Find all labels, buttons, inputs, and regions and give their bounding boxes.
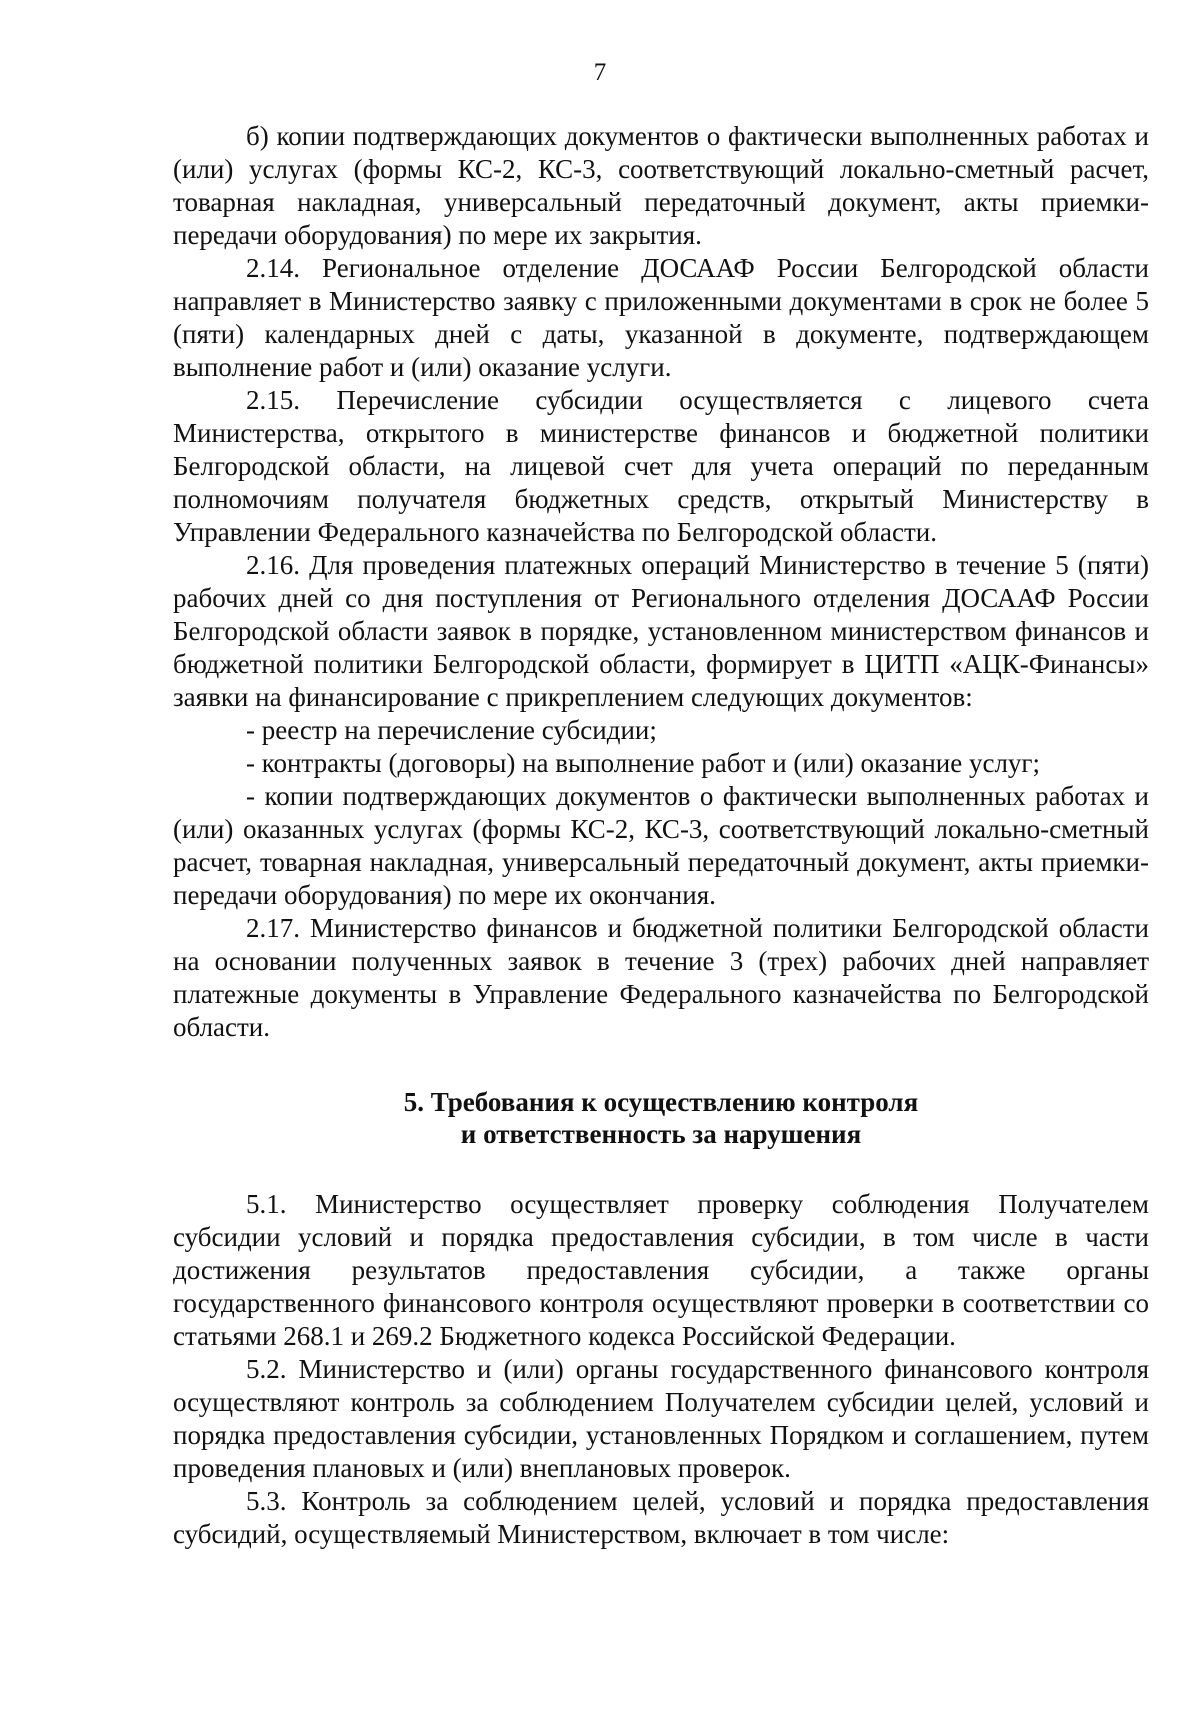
section-heading-line-2: и ответственность за нарушения — [460, 1119, 862, 1149]
paragraph-b-copies: б) копии подтверждающих документов о фактически выполненных работах и (или) услугах (формы КС-2, КС-3, соответствующий локально-сметный расчет, товарная накладная, универсальный передаточный документ, акты приемки-передачи оборудования) по мере их закрытия. — [173, 121, 1149, 250]
paragraph-5-1: 5.1. Министерство осуществляет проверку соблюдения Получателем субсидии условий и порядка предоставления субсидии, в том числе в части достижения результатов предоставления субсидии, а также органы государственного финансового контроля осуществляют проверки в соответствии со статьями 268.1 и 269.2 Бюджетного кодекса Российской Федерации. — [173, 1189, 1149, 1351]
document-body — [173, 120, 1149, 1551]
list-item-registry: - реестр на перечисление субсидии; — [246, 715, 657, 745]
paragraph-5-3: 5.3. Контроль за соблюдением целей, условий и порядка предоставления субсидий, осуществляемый Министерством, включает в том числе: — [173, 1486, 1149, 1549]
heading-spacer — [173, 1150, 1149, 1188]
section-heading-line-1: 5. Требования к осуществлению контроля — [403, 1087, 919, 1117]
paragraph-2-14: 2.14. Региональное отделение ДОСААФ России Белгородской области направляет в Министерство заявку с приложенными документами в срок не более 5 (пяти) календарных дней с даты, указанной в документе, подтверждающем выполнение работ и (или) оказание услуги. — [173, 253, 1149, 382]
section-heading — [173, 1086, 1149, 1150]
paragraph-5-2: 5.2. Министерство и (или) органы государственного финансового контроля осуществляют контроль за соблюдением Получателем субсидии целей, условий и порядка предоставления субсидии, установленных Порядком и соглашением, путем проведения плановых и (или) внеплановых проверок. — [173, 1354, 1149, 1483]
list-item-contracts: - контракты (договоры) на выполнение работ и (или) оказание услуг; — [246, 748, 1041, 778]
paragraph-2-16: 2.16. Для проведения платежных операций Министерство в течение 5 (пяти) рабочих дней со дня поступления от Регионального отделения ДОСААФ России Белгородской области заявок в порядке, установленном министерством финансов и бюджетной политики Белгородской области, формирует в ЦИТП «АЦК-Финансы» заявки на финансирование с прикреплением следующих документов: — [173, 550, 1149, 712]
page-number: 7 — [593, 59, 607, 86]
paragraph-2-15: 2.15. Перечисление субсидии осуществляется с лицевого счета Министерства, открытого в министерстве финансов и бюджетной политики Белгородской области, на лицевой счет для учета операций по переданным полномочиям получателя бюджетных средств, открытый Министерству в Управлении Федерального казначейства по Белгородской области. — [173, 385, 1149, 547]
list-item-copies: - копии подтверждающих документов о фактически выполненных работах и (или) оказанных услугах (формы КС-2, КС-3, соответствующий локально-сметный расчет, товарная накладная, универсальный передаточный документ, акты приемки-передачи оборудования) по мере их окончания. — [173, 781, 1149, 910]
paragraph-2-17: 2.17. Министерство финансов и бюджетной политики Белгородской области на основании полученных заявок в течение 3 (трех) рабочих дней направляет платежные документы в Управление Федерального казначейства по Белгородской области. — [173, 913, 1149, 1042]
